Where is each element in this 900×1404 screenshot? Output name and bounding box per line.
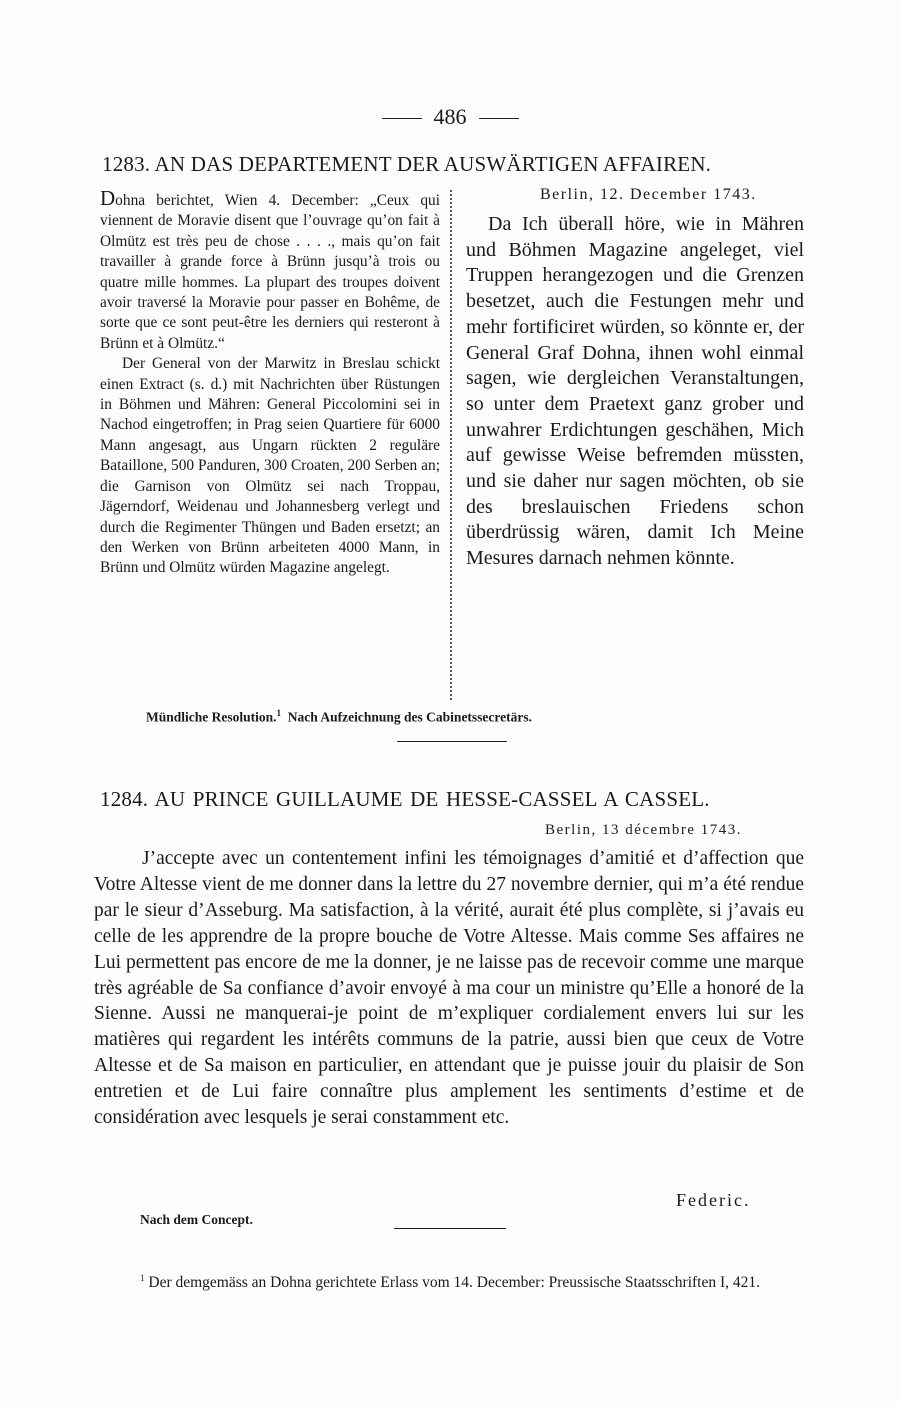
page-number (0, 104, 900, 130)
separator-rule-2 (394, 1228, 506, 1229)
dohna-report (100, 188, 440, 354)
letter-1284-source-note: Nach dem Concept. (140, 1212, 253, 1227)
page-number-dash-right (479, 118, 519, 119)
source-note: Nach Aufzeichnung des Cabinetssecretärs. (287, 709, 533, 725)
letter-1284-dateline: Berlin, 13 décembre 1743. (545, 822, 743, 838)
letter-1284-body (94, 846, 804, 1131)
footnote (96, 1268, 802, 1293)
signature: Federic. (676, 1190, 751, 1210)
letter-1283-source-note (146, 708, 532, 726)
drop-cap: D (100, 186, 116, 210)
letter-1283-heading: 1283. AN DAS DEPARTEMENT DER AUSWÄRTIGEN AFFAIREN. (102, 152, 712, 176)
letter-1283-dateline: Berlin, 12. December 1743. (540, 186, 757, 203)
page-number-dash-left (382, 118, 422, 119)
footnote-marker: 1 (276, 708, 282, 718)
footnote-number: 1 (140, 1273, 145, 1283)
footnote-paragraph (96, 1268, 802, 1293)
marwitz-report: Der General von der Marwitz in Breslau schickt einen Extract (s. d.) mit Nachrichten über Rüstungen in Böhmen und Mähren: General Piccolomini sei in Nachod eingetroffen; in Prag seien Quartiere für 6000 Mann angesagt, aus Ungarn rückten 2 reguläre Bataillone, 500 Panduren, 300 Croaten, 200 Serben an; die Garnison von Olmütz sei nach Troppau, Jägerndorf, Weidenau und Johannesberg verlegt und durch die Regimenter Thüngen und Baden ersetzt; an den Werken von Brünn arbeiteten 4000 Mann, in Brünn und Olmütz würden Magazine angelegt. (100, 355, 440, 577)
dohna-report-intro: ohna berichtet, Wien 4. December: (115, 192, 359, 209)
letter-1283-right-column (466, 212, 804, 572)
footnote-text: Der demgemäss an Dohna gerichtete Erlass vom 14. December: Preussische Staatsschriften I, 421. (148, 1274, 761, 1292)
letter-1284-paragraph: J’accepte avec un contentement infini les témoignages d’amitié et d’affection que Votre Altesse vient de me donner dans la lettre du 27 novembre dernier, qui m’a été rendue par le sieur d’Asseburg. Ma satisfaction, à la vérité, aurait été plus complète, si j’avais eu celle de les apprendre de la propre bouche de Votre Altesse. Mais comme Ses affaires ne Lui permettent pas encore de me la donner, je ne laisse pas de recevoir comme une marque très agréable de Sa confiance d’avoir envoyé à ma cour un ministre qu’Elle a honoré de la Sienne. Aussi ne manquerai-je point de m’expliquer cordialement envers lui sur les matières qui regardent les intérêts communs de la patrie, aussi bien que ceux de Votre Altesse et de Sa maison en particulier, en attendant que je puisse jouir du plaisir de Son entretien et de Lui faire connaître plus amplement les sentiments d’estime et de considération avec lesquels je serai constamment etc. (94, 848, 804, 1129)
page-number-text: 486 (433, 104, 467, 129)
letter-1284-heading: 1284. AU PRINCE GUILLAUME DE HESSE-CASSEL A CASSEL. (100, 787, 710, 811)
separator-rule-1 (397, 741, 507, 742)
letter-1283-left-column (100, 188, 440, 579)
column-divider (450, 190, 452, 700)
resolution-note: Mündliche Resolution. (146, 709, 277, 725)
dohna-quote: „Ceux qui viennent de Moravie disent que l’ouvrage qu’on fait à Olmütz est très peu de chose . . . ., mais qu’on fait travailler à grande force à Brünn jusqu’à trois ou quatre mille hommes. La plupart des troupes doivent avoir traversé la Moravie pour passer en Bohême, de sorte que ce sont peut-être les derniers qui resteront à Brünn et à Olmütz.“ (100, 192, 440, 352)
king-resolution-text: Da Ich überall höre, wie in Mähren und Böhmen Magazine angeleget, viel Truppen herangezogen und die Grenzen besetzet, auch die Festungen mehr und mehr fortificiret würden, so könnte er, der General Graf Dohna, ihnen wohl einmal sagen, wie dergleichen Veranstaltungen, so unter dem Praetext ganz grober und unwahrer Erdichtungen geschähen, Mich auf gewisse Weise befremden müssten, und sie daher nur sagen möchten, ob sie des breslauischen Friedens schon überdrüssig wären, damit Ich Meine Mesures darnach nehmen könnte. (466, 213, 804, 570)
